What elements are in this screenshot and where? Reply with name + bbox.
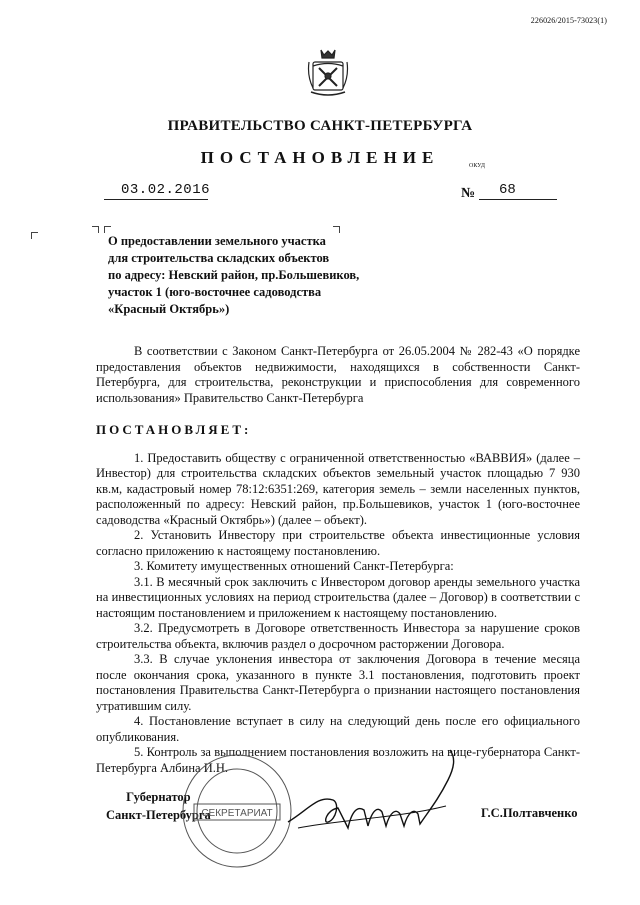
- number-sign: №: [461, 186, 476, 201]
- subject-line: «Красный Октябрь»): [108, 302, 230, 316]
- clause-3: 3. Комитету имущественных отношений Санкт-Петербурга:: [134, 559, 454, 573]
- decree-date: 03.02.2016: [121, 182, 211, 198]
- signer-name: Г.С.Полтавченко: [481, 806, 578, 820]
- clause-3-3: 3.3. В случае уклонения инвестора от заключения Договора в течение месяца после окончания срока, указанного в пункте 3.1 постановления, подготовить проект постановления Правительства Санкт-Петербурга о признании настоящего постановления утратившим силу.: [96, 652, 580, 713]
- document-code: 226026/2015-73023(1): [530, 16, 607, 25]
- corner-mark: [92, 226, 99, 233]
- signer-title-line: Санкт-Петербурга: [106, 808, 211, 822]
- corner-mark: [104, 226, 111, 233]
- clause-4: 4. Постановление вступает в силу на следующий день после его официального опубликования.: [96, 714, 580, 744]
- decree-body: [96, 344, 580, 776]
- preamble: В соответствии с Законом Санкт-Петербурга от 26.05.2004 № 282-43 «О порядке предоставления объектов недвижимости, находящихся в собственности Санкт-Петербурга, для строительства, реконструкции и приспособления для современного использования» Правительство Санкт-Петербурга: [96, 344, 580, 405]
- coat-of-arms-icon: [307, 46, 349, 100]
- corner-mark: [31, 232, 38, 239]
- signer-title-line: Губернатор: [126, 790, 191, 804]
- government-title: ПРАВИТЕЛЬСТВО САНКТ-ПЕТЕРБУРГА: [167, 118, 473, 134]
- number-underline: [479, 199, 557, 200]
- resolves-heading: ПОСТАНОВЛЯЕТ:: [96, 422, 252, 437]
- clause-2: 2. Установить Инвестору при строительстве объекта инвестиционные условия согласно приложению к настоящему постановлению.: [96, 528, 580, 558]
- okud-label: ОКУД: [469, 163, 485, 169]
- stamp-label: СЕКРЕТАРИАТ: [201, 808, 273, 819]
- corner-mark: [333, 226, 340, 233]
- date-underline: [104, 199, 208, 200]
- clause-1: 1. Предоставить обществу с ограниченной ответственностью «ВАВВИЯ» (далее – Инвестор) для строительства складских объектов земельный участок площадью 7 930 кв.м, кадастровый номер 78:12:6351:269, категория земель – земли населенных пунктов, расположенный по адресу: Невский район, пр.Большевиков, участок 1 (юго-восточнее садоводства «Красный Октябрь») (далее – объект).: [96, 450, 580, 527]
- subject-line: О предоставлении земельного участка: [108, 234, 326, 248]
- subject-line: для строительства складских объектов: [108, 251, 330, 265]
- decree-title: ПОСТАНОВЛЕНИЕ: [200, 148, 440, 167]
- decree-subject: [108, 233, 368, 318]
- handwritten-signature-icon: [278, 740, 458, 838]
- subject-line: по адресу: Невский район, пр.Большевиков,: [108, 268, 360, 282]
- official-stamp-icon: [180, 752, 294, 870]
- clause-5: 5. Контроль за выполнением постановления возложить на вице-губернатора Санкт-Петербурга Албина И.Н.: [96, 745, 580, 775]
- clause-3-1: 3.1. В месячный срок заключить с Инвестором договор аренды земельного участка на инвестиционных условиях на период строительства (далее – Договор) в соответствии с настоящим постановлением и приложением к настоящему постановлению.: [96, 574, 580, 620]
- decree-number: 68: [499, 182, 516, 198]
- clause-3-2: 3.2. Предусмотреть в Договоре ответственность Инвестора за нарушение сроков строительства объекта, включив раздел о досрочном расторжении Договора.: [96, 621, 580, 651]
- subject-line: участок 1 (юго-восточнее садоводства: [108, 285, 322, 299]
